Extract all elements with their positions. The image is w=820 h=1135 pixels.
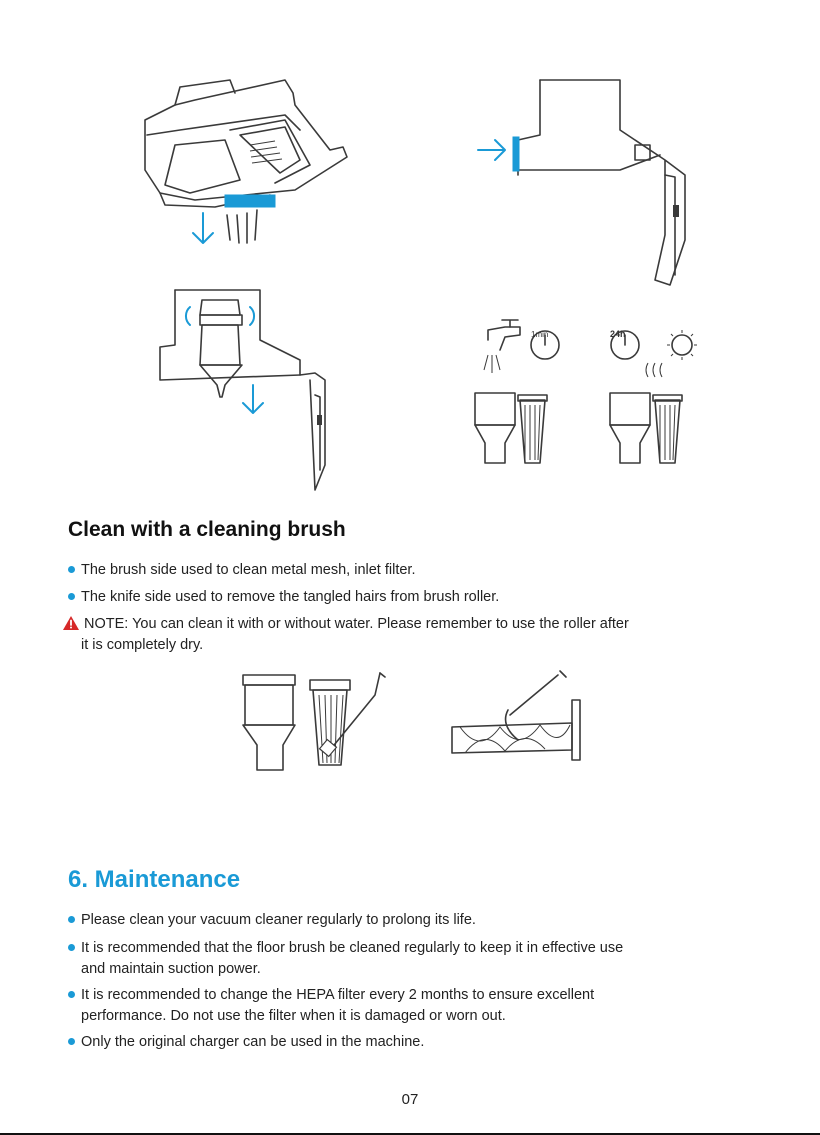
bullet-icon — [68, 593, 75, 600]
illustration-wash-dry-filters — [460, 315, 700, 470]
rotate-icon — [186, 307, 254, 325]
section-title-maintenance: 6. Maintenance — [68, 866, 241, 893]
arrow-right-icon — [478, 140, 505, 160]
list-item: It is recommended to change the HEPA filter every 2 months to ensure excellent performance. Do not use the filter when it is damaged or worn out. — [68, 985, 758, 1027]
steam-icon — [646, 363, 662, 377]
sun-icon — [667, 330, 697, 360]
illustration-dustbin-side — [470, 75, 700, 290]
bullet-icon — [68, 944, 75, 951]
list-item: The knife side used to remove the tangled hairs from brush roller. — [68, 587, 758, 608]
list-item: Please clean your vacuum cleaner regularly to prolong its life. — [68, 910, 758, 931]
faucet-icon — [484, 320, 520, 373]
bullet-icon — [68, 566, 75, 573]
arrow-down-icon — [193, 213, 213, 243]
bullet-icon — [68, 1038, 75, 1045]
bullet-icon — [68, 916, 75, 923]
illustration-release-dustbin — [135, 75, 350, 250]
bullet-icon — [68, 991, 75, 998]
list-item: The brush side used to clean metal mesh, inlet filter. — [68, 560, 758, 581]
list-item: Only the original charger can be used in the machine. — [68, 1032, 758, 1053]
page-number: 07 — [401, 1091, 419, 1108]
note-warning: NOTE: You can clean it with or without water. Please remember to use the roller after it is completely dry. — [62, 614, 762, 656]
illustration-brush-filter — [235, 665, 395, 775]
arrow-down-icon — [243, 385, 263, 413]
section-title-brush: Clean with a cleaning brush — [68, 518, 346, 541]
illustration-brush-roller — [440, 665, 590, 765]
warning-icon — [62, 615, 80, 631]
list-item: It is recommended that the floor brush be cleaned regularly to keep it in effective use and maintain suction power. — [68, 938, 758, 980]
illustration-remove-filter — [150, 285, 340, 495]
timer-label: 1min — [531, 330, 549, 339]
timer-label: 24h — [610, 329, 626, 339]
